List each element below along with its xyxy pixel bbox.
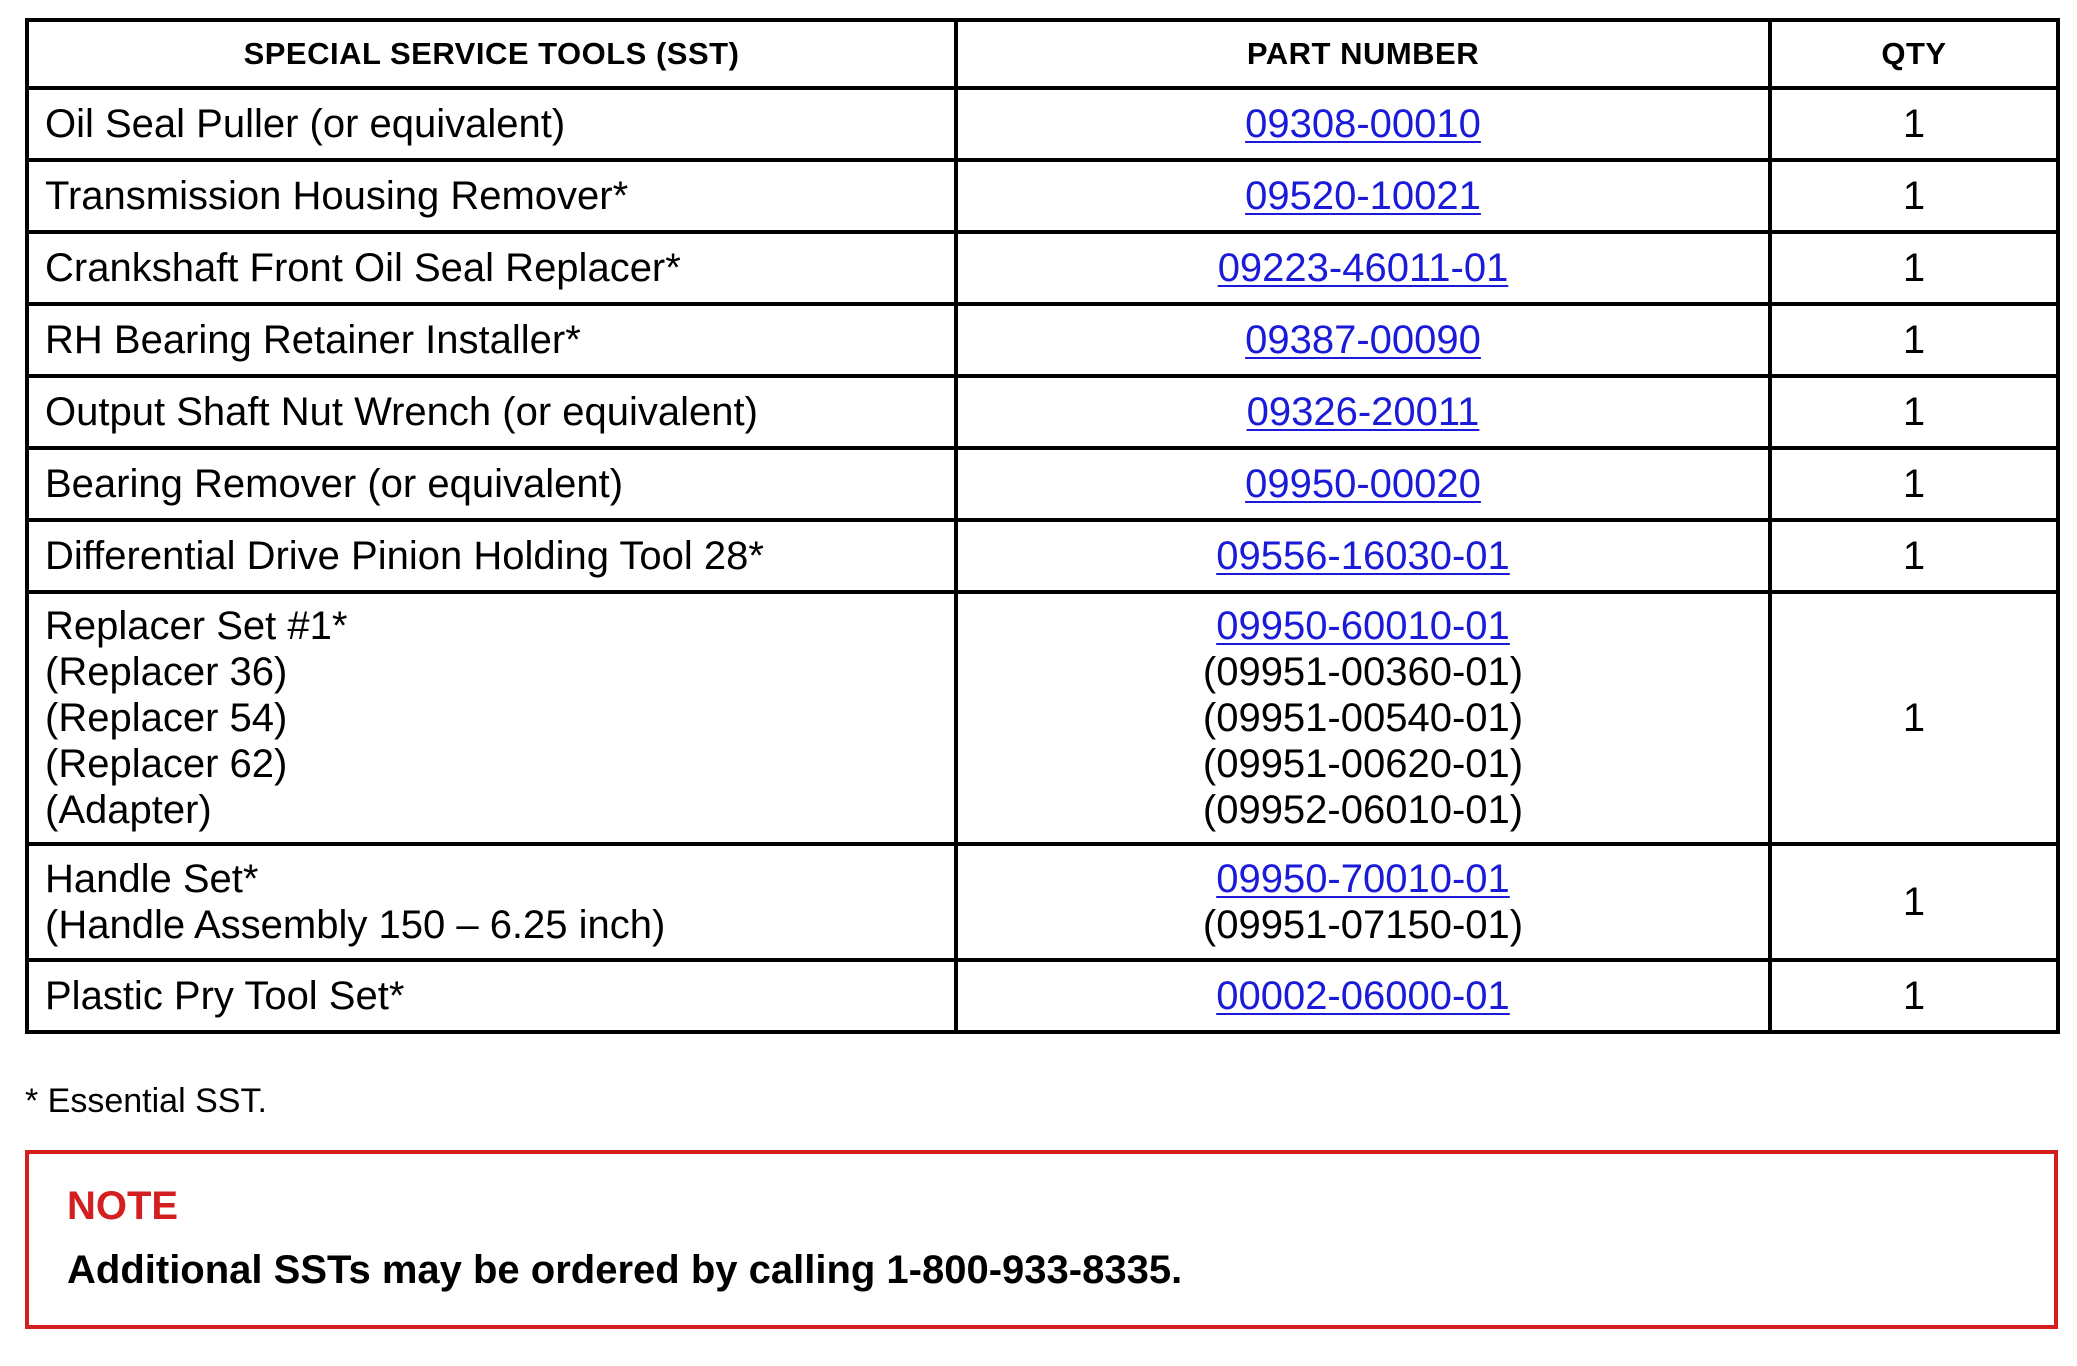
part-number-cell	[956, 448, 1770, 520]
tool-name: Output Shaft Nut Wrench (or equivalent)	[45, 390, 758, 434]
table-header-row	[27, 20, 2058, 88]
tool-name-cell	[27, 960, 956, 1032]
tool-subitem: (Replacer 36)	[45, 650, 288, 694]
qty-cell: 1	[1770, 376, 2058, 448]
qty-cell: 1	[1770, 520, 2058, 592]
part-number-cell	[956, 160, 1770, 232]
tool-name: Transmission Housing Remover*	[45, 174, 629, 218]
part-sub-number: (09951-00540-01)	[1202, 696, 1524, 740]
table-row	[27, 376, 2058, 448]
note-box	[25, 1150, 2058, 1329]
part-number-cell	[956, 844, 1770, 960]
tool-subitem: (Replacer 54)	[45, 696, 288, 740]
qty-cell: 1	[1770, 592, 2058, 844]
tool-name-cell	[27, 304, 956, 376]
part-sub-number: (09951-00620-01)	[1202, 742, 1524, 786]
table-row	[27, 304, 2058, 376]
tool-name: Replacer Set #1*	[45, 604, 348, 648]
qty-cell: 1	[1770, 448, 2058, 520]
table-row	[27, 844, 2058, 960]
qty-cell: 1	[1770, 304, 2058, 376]
tool-name-cell	[27, 160, 956, 232]
part-number-link[interactable]: 09326-20011	[1246, 390, 1480, 434]
tool-name-cell	[27, 88, 956, 160]
part-number-link[interactable]: 09308-00010	[1245, 102, 1481, 146]
table-row	[27, 88, 2058, 160]
table-row	[27, 448, 2058, 520]
table-row	[27, 592, 2058, 844]
tool-name: Crankshaft Front Oil Seal Replacer*	[45, 246, 681, 290]
table-row	[27, 960, 2058, 1032]
tool-name: Differential Drive Pinion Holding Tool 28*	[45, 534, 764, 578]
part-number-cell	[956, 520, 1770, 592]
tool-subitem: (Replacer 62)	[45, 742, 288, 786]
part-number-link[interactable]: 09950-00020	[1245, 462, 1481, 506]
table-row	[27, 232, 2058, 304]
table-row	[27, 160, 2058, 232]
essential-sst-footnote: * Essential SST.	[25, 1082, 267, 1120]
part-number-cell	[956, 304, 1770, 376]
qty-cell: 1	[1770, 88, 2058, 160]
tool-name-cell	[27, 520, 956, 592]
tool-name-cell	[27, 448, 956, 520]
note-title: NOTE	[67, 1184, 179, 1228]
part-number-link[interactable]: 09223-46011-01	[1217, 246, 1509, 290]
note-text: Additional SSTs may be ordered by calling 1-800-933-8335.	[67, 1248, 1183, 1292]
table-row	[27, 520, 2058, 592]
part-number-cell	[956, 376, 1770, 448]
tool-name-cell	[27, 232, 956, 304]
tool-name: Oil Seal Puller (or equivalent)	[45, 102, 566, 146]
part-number-cell	[956, 88, 1770, 160]
tool-name-cell	[27, 376, 956, 448]
part-number-link[interactable]: 00002-06000-01	[1216, 974, 1510, 1018]
qty-cell: 1	[1770, 160, 2058, 232]
sst-table	[25, 18, 2060, 1034]
tool-name: Plastic Pry Tool Set*	[45, 974, 405, 1018]
part-sub-number: (09951-07150-01)	[1202, 903, 1524, 947]
qty-cell: 1	[1770, 844, 2058, 960]
part-sub-number: (09952-06010-01)	[1202, 788, 1524, 832]
tool-name-cell	[27, 844, 956, 960]
header-qty: QTY	[1770, 20, 2058, 88]
part-number-link[interactable]: 09520-10021	[1245, 174, 1481, 218]
qty-cell: 1	[1770, 960, 2058, 1032]
part-number-link[interactable]: 09387-00090	[1245, 318, 1481, 362]
tool-subitem: (Adapter)	[45, 788, 212, 832]
header-tool: SPECIAL SERVICE TOOLS (SST)	[27, 20, 956, 88]
part-number-cell	[956, 592, 1770, 844]
tool-name: Handle Set*	[45, 857, 259, 901]
tool-name-cell	[27, 592, 956, 844]
header-part-number: PART NUMBER	[956, 20, 1770, 88]
part-sub-number: (09951-00360-01)	[1202, 650, 1524, 694]
qty-cell: 1	[1770, 232, 2058, 304]
tool-subitem: (Handle Assembly 150 – 6.25 inch)	[45, 903, 666, 947]
part-number-link[interactable]: 09950-70010-01	[1216, 857, 1510, 901]
part-number-link[interactable]: 09556-16030-01	[1216, 534, 1510, 578]
part-number-cell	[956, 960, 1770, 1032]
tool-name: Bearing Remover (or equivalent)	[45, 462, 624, 506]
part-number-link[interactable]: 09950-60010-01	[1216, 604, 1510, 648]
part-number-cell	[956, 232, 1770, 304]
tool-name: RH Bearing Retainer Installer*	[45, 318, 581, 362]
